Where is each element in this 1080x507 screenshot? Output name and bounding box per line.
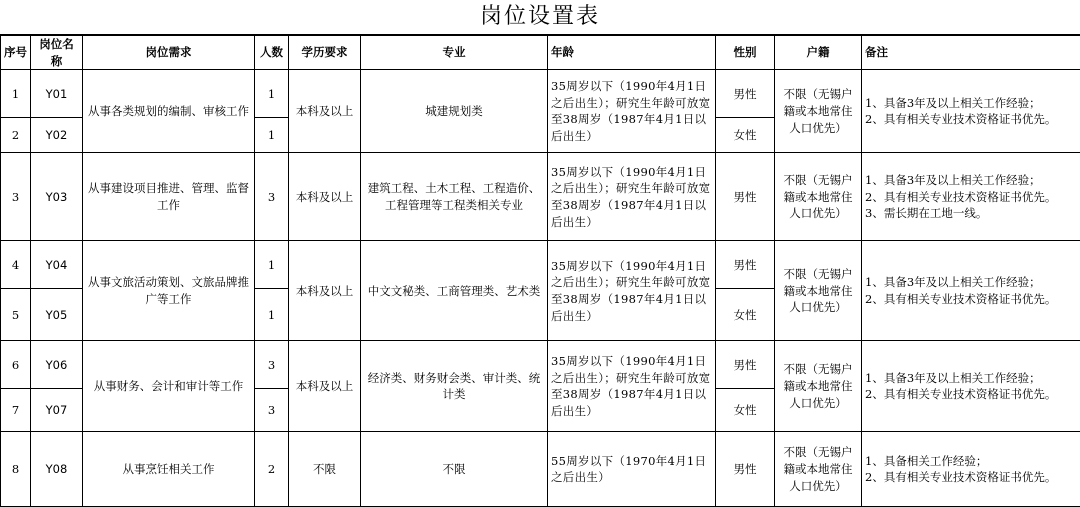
cell-notes bbox=[862, 432, 1080, 507]
cell-count: 1 bbox=[255, 118, 289, 153]
table-row bbox=[1, 70, 1080, 118]
cell-count: 1 bbox=[255, 70, 289, 118]
cell-age: 55周岁以下（1970年4月1日之后出生） bbox=[548, 432, 716, 507]
cell-code: Y04 bbox=[31, 241, 83, 289]
cell-code: Y06 bbox=[31, 341, 83, 389]
header-seq: 序号 bbox=[1, 36, 31, 70]
cell-duty: 从事文旅活动策划、文旅品牌推广等工作 bbox=[83, 241, 255, 341]
cell-seq: 3 bbox=[1, 153, 31, 241]
table-row bbox=[1, 341, 1080, 389]
table-row bbox=[1, 432, 1080, 507]
cell-gender: 男性 bbox=[716, 241, 775, 289]
cell-code: Y08 bbox=[31, 432, 83, 507]
header-major: 专业 bbox=[361, 36, 548, 70]
note-line: 1、具备3年及以上相关工作经验； bbox=[865, 274, 1077, 291]
note-line: 2、具有相关专业技术资格证书优先。 bbox=[865, 189, 1077, 206]
cell-code: Y03 bbox=[31, 153, 83, 241]
cell-notes bbox=[862, 70, 1080, 153]
cell-count: 3 bbox=[255, 389, 289, 432]
cell-code: Y01 bbox=[31, 70, 83, 118]
header-count: 人数 bbox=[255, 36, 289, 70]
cell-edu: 本科及以上 bbox=[289, 70, 361, 153]
cell-seq: 6 bbox=[1, 341, 31, 389]
cell-notes bbox=[862, 153, 1080, 241]
cell-gender: 女性 bbox=[716, 289, 775, 341]
cell-gender: 女性 bbox=[716, 389, 775, 432]
cell-seq: 1 bbox=[1, 70, 31, 118]
cell-count: 1 bbox=[255, 241, 289, 289]
cell-code: Y05 bbox=[31, 289, 83, 341]
cell-count: 3 bbox=[255, 341, 289, 389]
cell-edu: 本科及以上 bbox=[289, 153, 361, 241]
cell-edu: 本科及以上 bbox=[289, 241, 361, 341]
cell-duty: 从事烹饪相关工作 bbox=[83, 432, 255, 507]
note-line: 2、具有相关专业技术资格证书优先。 bbox=[865, 111, 1077, 128]
note-line: 1、具备3年及以上相关工作经验； bbox=[865, 370, 1077, 387]
cell-notes bbox=[862, 241, 1080, 341]
cell-hukou: 不限（无锡户籍或本地常住人口优先） bbox=[775, 153, 862, 241]
cell-edu: 不限 bbox=[289, 432, 361, 507]
header-row bbox=[1, 36, 1080, 70]
header-notes: 备注 bbox=[862, 36, 1080, 70]
cell-edu: 本科及以上 bbox=[289, 341, 361, 432]
cell-major: 经济类、财务财会类、审计类、统计类 bbox=[361, 341, 548, 432]
cell-hukou: 不限（无锡户籍或本地常住人口优先） bbox=[775, 70, 862, 153]
cell-hukou: 不限（无锡户籍或本地常住人口优先） bbox=[775, 241, 862, 341]
cell-major: 中文文秘类、工商管理类、艺术类 bbox=[361, 241, 548, 341]
position-table bbox=[0, 35, 1080, 507]
note-line: 3、需长期在工地一线。 bbox=[865, 205, 1077, 222]
table-row bbox=[1, 153, 1080, 241]
cell-major: 不限 bbox=[361, 432, 548, 507]
cell-code: Y02 bbox=[31, 118, 83, 153]
cell-seq: 4 bbox=[1, 241, 31, 289]
cell-duty: 从事建设项目推进、管理、监督工作 bbox=[83, 153, 255, 241]
page-title: 岗位设置表 bbox=[0, 0, 1080, 35]
cell-hukou: 不限（无锡户籍或本地常住人口优先） bbox=[775, 341, 862, 432]
header-gender: 性别 bbox=[716, 36, 775, 70]
cell-age: 35周岁以下（1990年4月1日之后出生）；研究生年龄可放宽至38周岁（1987年4月1日以后出生） bbox=[548, 153, 716, 241]
cell-major: 建筑工程、土木工程、工程造价、工程管理等工程类相关专业 bbox=[361, 153, 548, 241]
header-edu: 学历要求 bbox=[289, 36, 361, 70]
cell-seq: 7 bbox=[1, 389, 31, 432]
note-line: 2、具有相关专业技术资格证书优先。 bbox=[865, 469, 1077, 486]
header-hukou: 户籍 bbox=[775, 36, 862, 70]
cell-duty: 从事财务、会计和审计等工作 bbox=[83, 341, 255, 432]
note-line: 2、具有相关专业技术资格证书优先。 bbox=[865, 386, 1077, 403]
cell-gender: 女性 bbox=[716, 118, 775, 153]
cell-age: 35周岁以下（1990年4月1日之后出生）；研究生年龄可放宽至38周岁（1987年4月1日以后出生） bbox=[548, 70, 716, 153]
cell-count: 1 bbox=[255, 289, 289, 341]
cell-notes bbox=[862, 341, 1080, 432]
header-code: 岗位名称 bbox=[31, 36, 83, 70]
cell-gender: 男性 bbox=[716, 341, 775, 389]
cell-age: 35周岁以下（1990年4月1日之后出生）；研究生年龄可放宽至38周岁（1987年4月1日以后出生） bbox=[548, 241, 716, 341]
cell-code: Y07 bbox=[31, 389, 83, 432]
cell-seq: 2 bbox=[1, 118, 31, 153]
cell-gender: 男性 bbox=[716, 432, 775, 507]
cell-hukou: 不限（无锡户籍或本地常住人口优先） bbox=[775, 432, 862, 507]
header-age: 年龄 bbox=[548, 36, 716, 70]
cell-seq: 8 bbox=[1, 432, 31, 507]
note-line: 1、具备3年及以上相关工作经验； bbox=[865, 95, 1077, 112]
cell-count: 2 bbox=[255, 432, 289, 507]
table-row bbox=[1, 241, 1080, 289]
cell-duty: 从事各类规划的编制、审核工作 bbox=[83, 70, 255, 153]
cell-gender: 男性 bbox=[716, 153, 775, 241]
note-line: 1、具备相关工作经验； bbox=[865, 453, 1077, 470]
note-line: 1、具备3年及以上相关工作经验； bbox=[865, 172, 1077, 189]
note-line: 2、具有相关专业技术资格证书优先。 bbox=[865, 291, 1077, 308]
cell-gender: 男性 bbox=[716, 70, 775, 118]
cell-count: 3 bbox=[255, 153, 289, 241]
cell-seq: 5 bbox=[1, 289, 31, 341]
cell-age: 35周岁以下（1990年4月1日之后出生）；研究生年龄可放宽至38周岁（1987年4月1日以后出生） bbox=[548, 341, 716, 432]
header-duty: 岗位需求 bbox=[83, 36, 255, 70]
cell-major: 城建规划类 bbox=[361, 70, 548, 153]
